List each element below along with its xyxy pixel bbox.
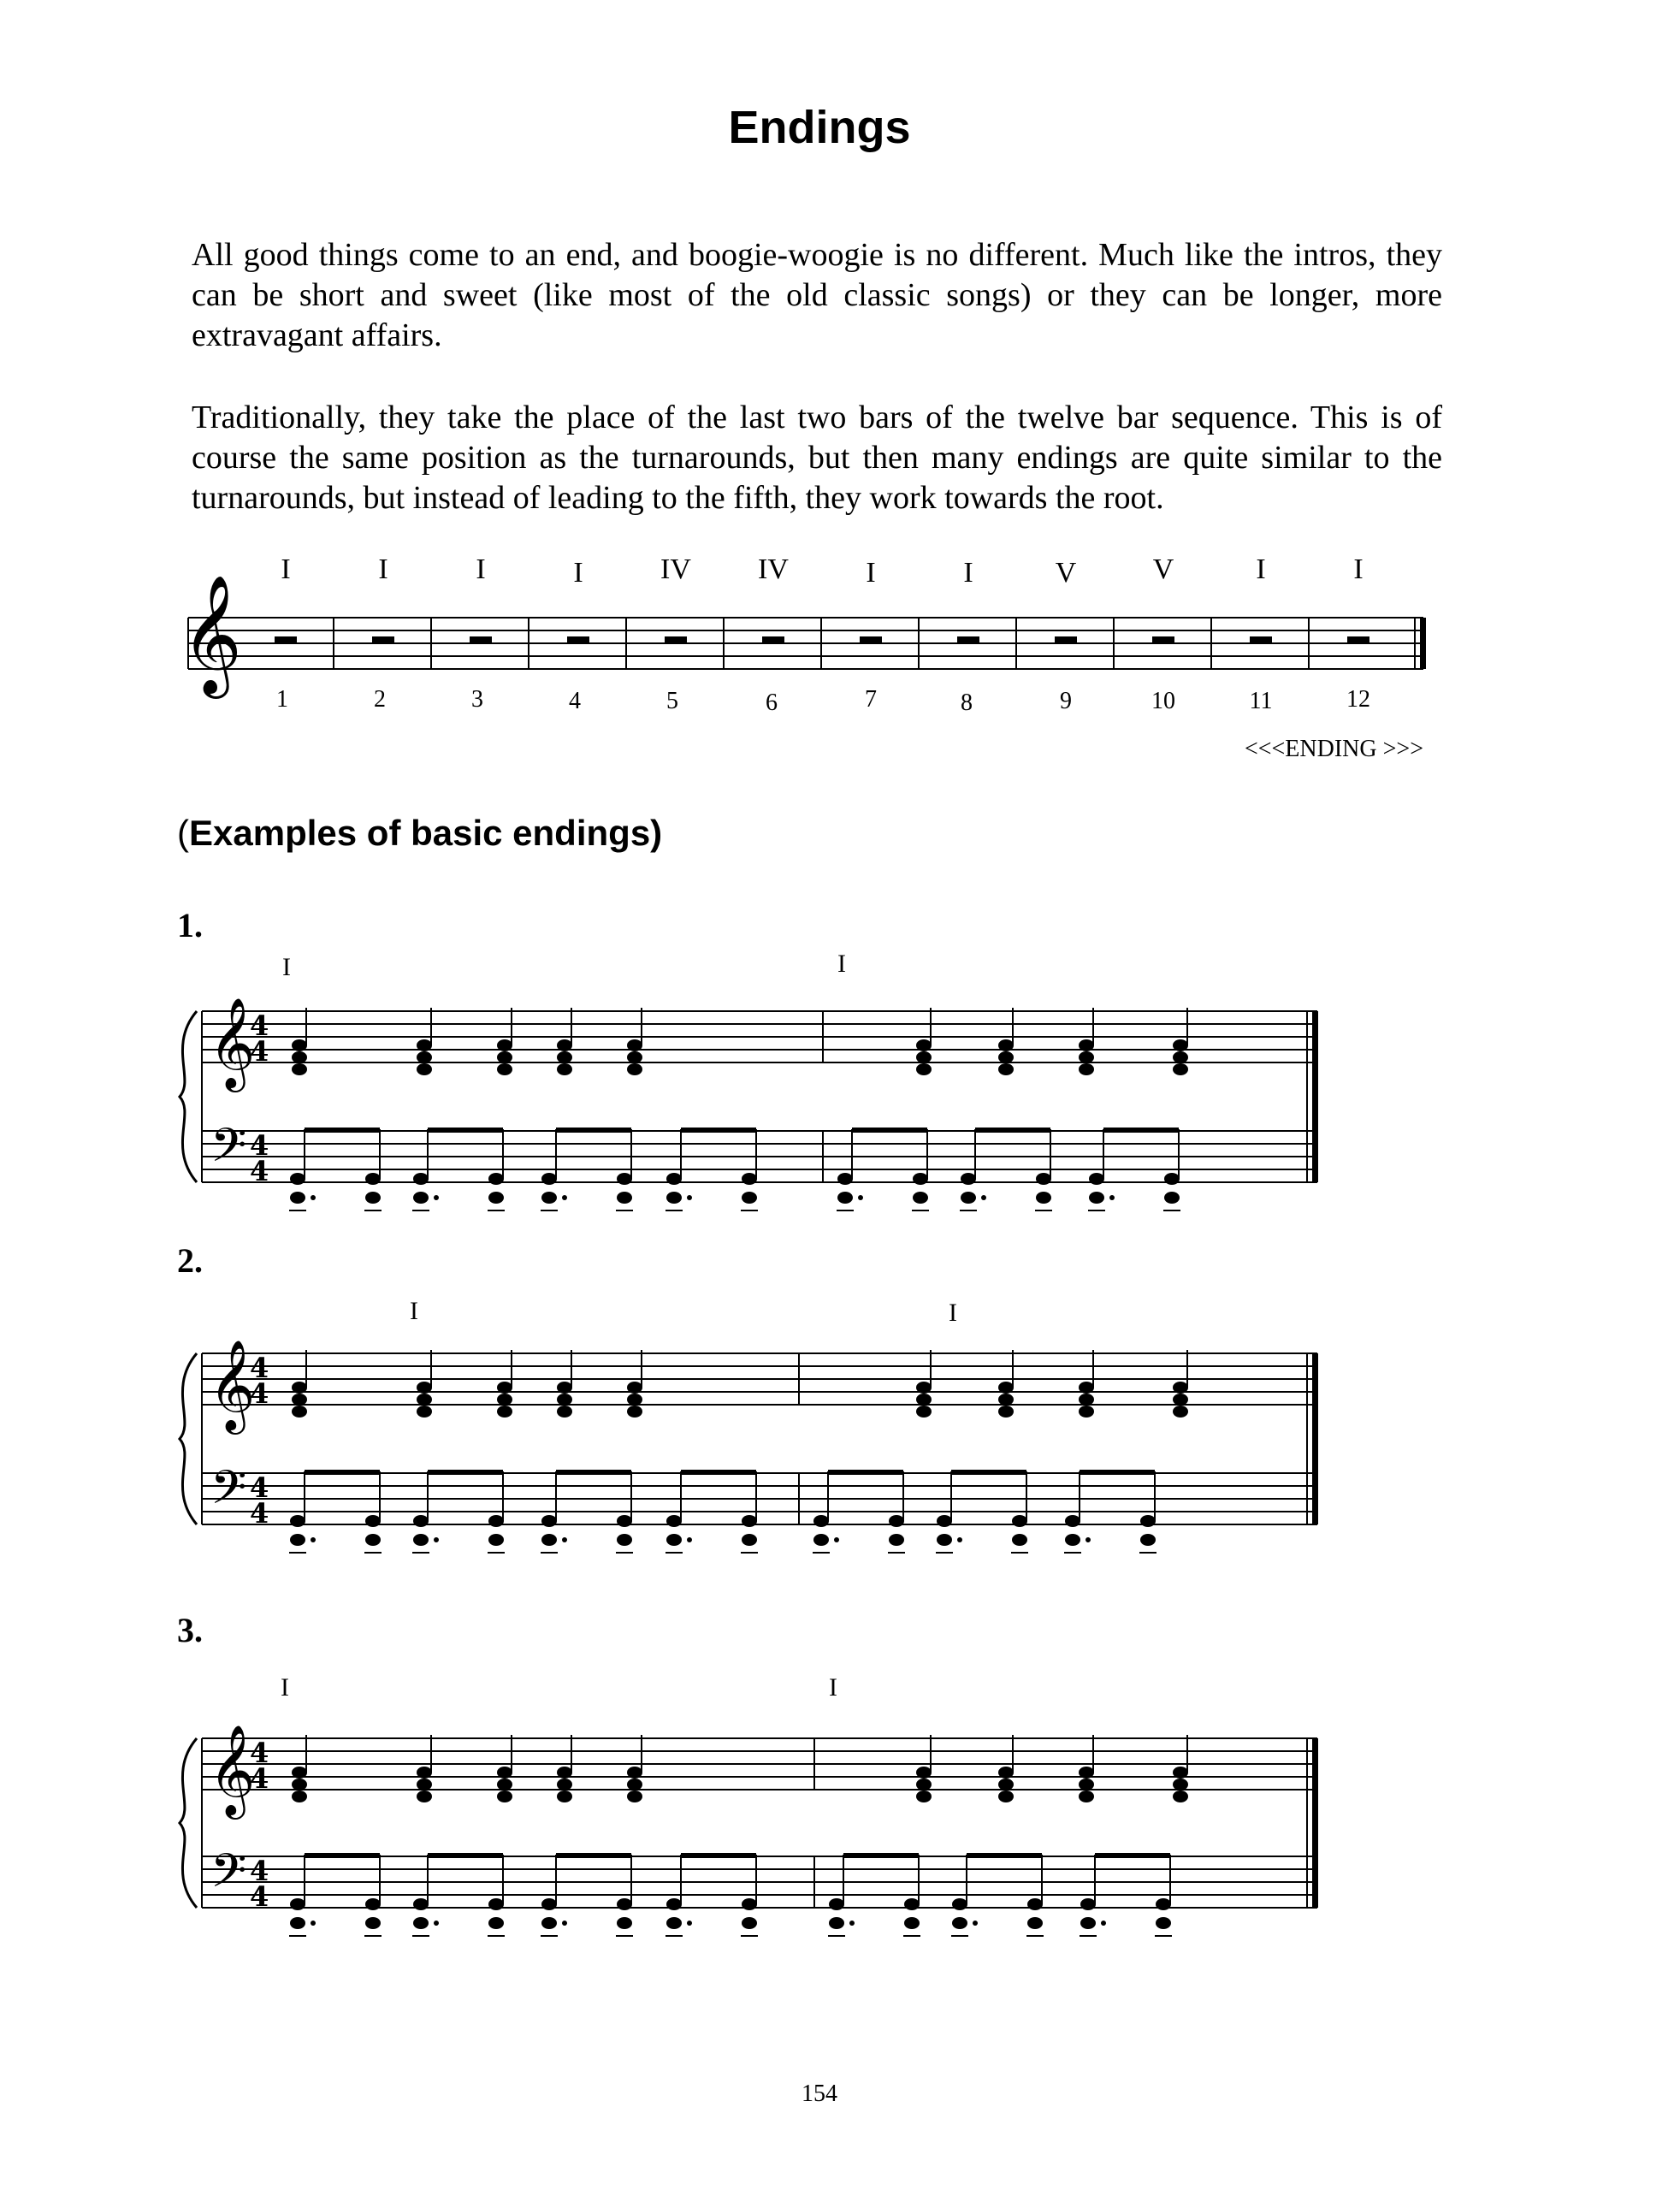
note-head xyxy=(1164,1173,1180,1185)
note-head xyxy=(998,1779,1014,1790)
note-head xyxy=(916,1779,932,1790)
dot xyxy=(687,1195,692,1200)
note-head xyxy=(417,1406,432,1418)
note-head xyxy=(292,1039,307,1051)
note-head xyxy=(541,1515,557,1527)
note-head xyxy=(937,1515,952,1527)
example-chord-label: I xyxy=(281,1673,289,1702)
intro-paragraph: All good things come to an end, and boogie-woogie is no different. Much like the intros, they can be short and sweet (like most of the old classic songs) or they can be longer, more extravagant affairs. xyxy=(192,237,1442,353)
note-head xyxy=(290,1173,305,1185)
treble-clef-icon: 𝄞 xyxy=(209,1724,256,1815)
final-barline-thick xyxy=(1312,1011,1318,1182)
page-number: 154 xyxy=(802,2080,837,2107)
note-head xyxy=(1173,1063,1188,1075)
note-head xyxy=(666,1534,682,1546)
time-signature-numerator: 4 xyxy=(250,1129,269,1162)
note-head xyxy=(1036,1173,1051,1185)
note-head xyxy=(292,1406,307,1418)
example-chord-label: I xyxy=(837,950,846,978)
note-head xyxy=(417,1394,432,1406)
note-head xyxy=(961,1192,976,1204)
note-head xyxy=(292,1790,307,1802)
note-head xyxy=(413,1173,429,1185)
note-head xyxy=(627,1394,642,1406)
note-head xyxy=(952,1898,967,1910)
note-head xyxy=(998,1790,1014,1802)
note-head xyxy=(497,1051,512,1063)
note-head xyxy=(541,1917,557,1929)
dot xyxy=(311,1921,316,1926)
note-head xyxy=(742,1192,757,1204)
note-head xyxy=(813,1534,829,1546)
bar-number: 12 xyxy=(1346,686,1370,713)
note-head xyxy=(557,1790,572,1802)
note-head xyxy=(1089,1173,1104,1185)
dot xyxy=(562,1537,567,1542)
note-head xyxy=(813,1515,829,1527)
note-head xyxy=(488,1192,504,1204)
note-head xyxy=(1079,1051,1094,1063)
note-head xyxy=(998,1063,1014,1075)
note-head xyxy=(541,1898,557,1910)
note-head xyxy=(916,1394,932,1406)
time-signature-numerator: 4 xyxy=(250,1009,269,1042)
note-head xyxy=(557,1382,572,1394)
note-head xyxy=(1079,1063,1094,1075)
note-head xyxy=(365,1173,381,1185)
note-head xyxy=(998,1051,1014,1063)
note-head xyxy=(1173,1382,1188,1394)
brace-icon xyxy=(180,1353,197,1524)
dot xyxy=(311,1195,316,1200)
note-head xyxy=(916,1406,932,1418)
note-head xyxy=(742,1173,757,1185)
dot xyxy=(1101,1921,1106,1926)
note-head xyxy=(557,1767,572,1779)
note-head xyxy=(617,1534,632,1546)
final-barline-thick xyxy=(1312,1353,1318,1524)
note-head xyxy=(904,1917,920,1929)
beam xyxy=(852,1128,927,1133)
example-chord-label: I xyxy=(282,953,291,981)
beam xyxy=(1080,1470,1155,1475)
example-number: 2. xyxy=(177,1241,203,1280)
note-head xyxy=(497,1779,512,1790)
examples-heading-text: Examples of basic endings) xyxy=(189,813,663,853)
note-head xyxy=(292,1394,307,1406)
note-head xyxy=(497,1790,512,1802)
note-head xyxy=(413,1898,429,1910)
seq-chord-label: I xyxy=(866,557,876,589)
time-signature-denominator: 4 xyxy=(250,1880,269,1913)
note-head xyxy=(541,1534,557,1546)
note-head xyxy=(952,1917,967,1929)
note-head xyxy=(1079,1406,1094,1418)
bar-number: 11 xyxy=(1249,688,1273,714)
beam xyxy=(967,1853,1042,1858)
note-head xyxy=(904,1898,920,1910)
note-head xyxy=(365,1917,381,1929)
beam xyxy=(681,1470,756,1475)
dot xyxy=(957,1537,962,1542)
time-signature-numerator: 4 xyxy=(250,1855,269,1887)
note-head xyxy=(1065,1515,1080,1527)
note-head xyxy=(913,1192,928,1204)
beam xyxy=(305,1853,380,1858)
note-head xyxy=(916,1382,932,1394)
note-head xyxy=(829,1917,844,1929)
note-head xyxy=(557,1039,572,1051)
note-head xyxy=(541,1192,557,1204)
note-head xyxy=(488,1515,504,1527)
note-head xyxy=(557,1051,572,1063)
note-head xyxy=(916,1039,932,1051)
note-head xyxy=(742,1515,757,1527)
beam xyxy=(681,1853,756,1858)
note-head xyxy=(916,1051,932,1063)
note-head xyxy=(1012,1515,1027,1527)
example-number: 1. xyxy=(177,906,203,944)
bass-clef-icon: 𝄢 xyxy=(210,1844,247,1909)
beam xyxy=(1103,1128,1179,1133)
note-head xyxy=(365,1534,381,1546)
note-head xyxy=(417,1039,432,1051)
note-head xyxy=(292,1382,307,1394)
note-head xyxy=(365,1515,381,1527)
beam xyxy=(556,1853,631,1858)
note-head xyxy=(837,1192,853,1204)
ending-label: <<<ENDING >>> xyxy=(1244,736,1423,762)
seq-chord-label: I xyxy=(573,557,583,589)
brace-icon xyxy=(180,1738,197,1908)
note-head xyxy=(617,1192,632,1204)
note-head xyxy=(1080,1898,1096,1910)
note-head xyxy=(1089,1192,1104,1204)
beam xyxy=(556,1470,631,1475)
note-head xyxy=(413,1515,429,1527)
note-head xyxy=(916,1767,932,1779)
note-head xyxy=(1173,1406,1188,1418)
dot xyxy=(434,1537,439,1542)
examples-heading-paren: ( xyxy=(177,813,189,853)
dot xyxy=(562,1921,567,1926)
note-head xyxy=(627,1039,642,1051)
seq-chord-label: I xyxy=(281,553,291,585)
beam xyxy=(975,1128,1050,1133)
note-head xyxy=(889,1515,904,1527)
beam xyxy=(1095,1853,1170,1858)
dot xyxy=(1109,1195,1115,1200)
note-head xyxy=(292,1063,307,1075)
note-head xyxy=(916,1063,932,1075)
grand-staff xyxy=(180,1724,1318,1936)
note-head xyxy=(666,1192,682,1204)
note-head xyxy=(617,1917,632,1929)
note-head xyxy=(497,1394,512,1406)
note-head xyxy=(998,1767,1014,1779)
note-head xyxy=(557,1063,572,1075)
bass-clef-icon: 𝄢 xyxy=(210,1118,247,1184)
note-head xyxy=(290,1192,305,1204)
note-head xyxy=(666,1173,682,1185)
note-head xyxy=(413,1917,429,1929)
note-head xyxy=(742,1917,757,1929)
note-head xyxy=(837,1173,853,1185)
seq-chord-label: I xyxy=(963,557,973,589)
note-head xyxy=(913,1173,928,1185)
treble-clef-icon: 𝄞 xyxy=(181,575,242,694)
note-head xyxy=(961,1173,976,1185)
note-head xyxy=(557,1394,572,1406)
note-head xyxy=(365,1192,381,1204)
note-head xyxy=(488,1534,504,1546)
bar-number: 3 xyxy=(471,686,483,713)
note-head xyxy=(1140,1534,1156,1546)
note-head xyxy=(1079,1382,1094,1394)
note-head xyxy=(1173,1394,1188,1406)
beam xyxy=(428,1470,503,1475)
time-signature-numerator: 4 xyxy=(250,1471,269,1504)
note-head xyxy=(497,1039,512,1051)
note-head xyxy=(417,1051,432,1063)
seq-chord-label: V xyxy=(1055,557,1077,589)
time-signature-numerator: 4 xyxy=(250,1352,269,1384)
treble-clef-icon: 𝄞 xyxy=(209,997,256,1088)
final-barline-thick xyxy=(1312,1738,1318,1908)
note-head xyxy=(1173,1051,1188,1063)
note-head xyxy=(1173,1767,1188,1779)
note-head xyxy=(1027,1917,1043,1929)
seq-chord-label: IV xyxy=(660,553,691,585)
note-head xyxy=(916,1790,932,1802)
note-head xyxy=(417,1790,432,1802)
note-head xyxy=(1065,1534,1080,1546)
note-head xyxy=(290,1515,305,1527)
note-head xyxy=(557,1406,572,1418)
beam xyxy=(681,1128,756,1133)
note-head xyxy=(1012,1534,1027,1546)
seq-chord-label: I xyxy=(1256,553,1266,585)
dot xyxy=(687,1921,692,1926)
note-head xyxy=(627,1051,642,1063)
note-head xyxy=(998,1382,1014,1394)
note-head xyxy=(1173,1790,1188,1802)
dot xyxy=(1085,1537,1091,1542)
note-head xyxy=(742,1534,757,1546)
note-head xyxy=(1164,1192,1180,1204)
note-head xyxy=(1080,1917,1096,1929)
note-head xyxy=(617,1515,632,1527)
note-head xyxy=(627,1382,642,1394)
note-head xyxy=(417,1382,432,1394)
position-paragraph: Traditionally, they take the place of the last two bars of the twelve bar sequence. This is of course the same position as the turnarounds, but then many endings are quite similar to the turnarounds, but instead of leading to the fifth, they work towards the root. xyxy=(192,400,1442,516)
beam xyxy=(556,1128,631,1133)
example-chord-label: I xyxy=(410,1297,418,1325)
note-head xyxy=(292,1051,307,1063)
dot xyxy=(849,1921,855,1926)
note-head xyxy=(1079,1767,1094,1779)
note-head xyxy=(541,1173,557,1185)
note-head xyxy=(998,1394,1014,1406)
dot xyxy=(834,1537,839,1542)
time-signature-denominator: 4 xyxy=(250,1762,269,1795)
time-signature-denominator: 4 xyxy=(250,1497,269,1530)
note-head xyxy=(290,1917,305,1929)
seq-chord-label: I xyxy=(476,553,486,585)
note-head xyxy=(497,1382,512,1394)
note-head xyxy=(292,1779,307,1790)
bar-number: 1 xyxy=(276,686,288,713)
seq-chord-label: I xyxy=(378,553,388,585)
note-head xyxy=(488,1917,504,1929)
note-head xyxy=(627,1406,642,1418)
note-head xyxy=(290,1898,305,1910)
note-head xyxy=(937,1534,952,1546)
bar-number: 10 xyxy=(1151,688,1175,714)
note-head xyxy=(1027,1898,1043,1910)
bar-number: 8 xyxy=(961,690,973,716)
note-head xyxy=(1140,1515,1156,1527)
note-head xyxy=(1173,1039,1188,1051)
dot xyxy=(973,1921,978,1926)
note-head xyxy=(617,1173,632,1185)
note-head xyxy=(666,1898,682,1910)
note-head xyxy=(998,1406,1014,1418)
note-head xyxy=(627,1767,642,1779)
note-head xyxy=(1079,1790,1094,1802)
example-chord-label: I xyxy=(829,1673,837,1702)
note-head xyxy=(829,1898,844,1910)
dot xyxy=(687,1537,692,1542)
note-head xyxy=(488,1173,504,1185)
note-head xyxy=(413,1192,429,1204)
bar-number: 6 xyxy=(766,690,778,716)
note-head xyxy=(497,1063,512,1075)
note-head xyxy=(413,1534,429,1546)
page-title: Endings xyxy=(728,102,911,153)
time-signature-denominator: 4 xyxy=(250,1035,269,1068)
time-signature-denominator: 4 xyxy=(250,1377,269,1410)
beam xyxy=(428,1128,503,1133)
note-head xyxy=(1079,1039,1094,1051)
note-head xyxy=(617,1898,632,1910)
bar-number: 5 xyxy=(666,688,678,714)
seq-chord-label: I xyxy=(1353,553,1364,585)
note-head xyxy=(1036,1192,1051,1204)
note-head xyxy=(1173,1779,1188,1790)
example-number: 3. xyxy=(177,1611,203,1649)
dot xyxy=(311,1537,316,1542)
note-head xyxy=(1079,1394,1094,1406)
note-head xyxy=(488,1898,504,1910)
dot xyxy=(434,1921,439,1926)
note-head xyxy=(1156,1917,1171,1929)
brace-icon xyxy=(180,1011,197,1182)
beam xyxy=(428,1853,503,1858)
note-head xyxy=(666,1917,682,1929)
grand-staff xyxy=(180,997,1318,1210)
note-head xyxy=(1156,1898,1171,1910)
note-head xyxy=(742,1898,757,1910)
note-head xyxy=(497,1767,512,1779)
bar-number: 9 xyxy=(1060,688,1072,714)
note-head xyxy=(998,1039,1014,1051)
dot xyxy=(562,1195,567,1200)
beam xyxy=(843,1853,919,1858)
beam xyxy=(828,1470,903,1475)
note-head xyxy=(666,1515,682,1527)
note-head xyxy=(1079,1779,1094,1790)
grand-staff xyxy=(180,1339,1318,1553)
note-head xyxy=(417,1063,432,1075)
treble-clef-icon: 𝄞 xyxy=(209,1339,256,1430)
note-head xyxy=(497,1406,512,1418)
note-head xyxy=(417,1767,432,1779)
note-head xyxy=(417,1779,432,1790)
example-chord-label: I xyxy=(949,1299,957,1327)
note-head xyxy=(627,1063,642,1075)
beam xyxy=(305,1128,380,1133)
note-head xyxy=(365,1898,381,1910)
dot xyxy=(434,1195,439,1200)
bar-number: 7 xyxy=(865,686,877,713)
dot xyxy=(858,1195,863,1200)
beam xyxy=(305,1470,380,1475)
bass-clef-icon: 𝄢 xyxy=(210,1460,247,1526)
note-head xyxy=(889,1534,904,1546)
note-head xyxy=(290,1534,305,1546)
note-head xyxy=(557,1779,572,1790)
dot xyxy=(981,1195,986,1200)
bar-number: 4 xyxy=(569,688,581,714)
bar-number: 2 xyxy=(374,686,386,713)
time-signature-numerator: 4 xyxy=(250,1737,269,1769)
beam xyxy=(951,1470,1026,1475)
note-head xyxy=(292,1767,307,1779)
seq-chord-label: IV xyxy=(758,553,789,585)
seq-chord-label: V xyxy=(1152,553,1174,585)
time-signature-denominator: 4 xyxy=(250,1155,269,1187)
note-head xyxy=(627,1790,642,1802)
note-head xyxy=(627,1779,642,1790)
